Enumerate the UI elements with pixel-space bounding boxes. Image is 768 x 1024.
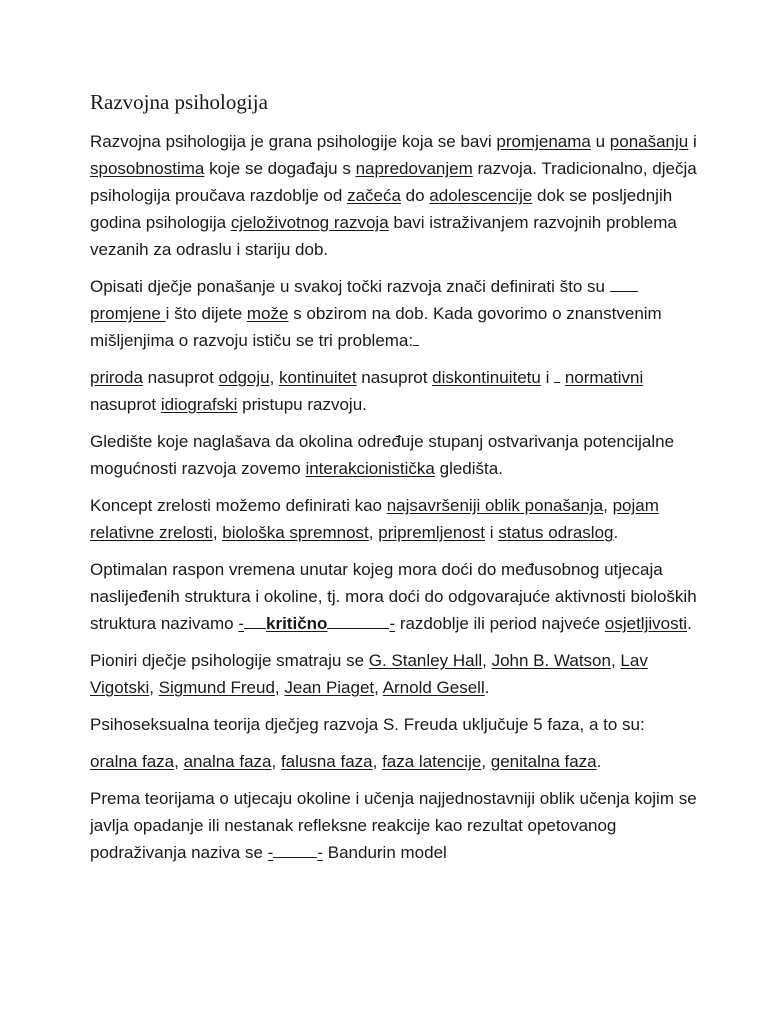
text: , xyxy=(603,496,613,515)
underlined-term: adolescencije xyxy=(429,186,533,205)
paragraph-interactionist xyxy=(90,428,700,482)
text: i xyxy=(484,523,499,542)
underlined-term: interakcionistička xyxy=(305,459,435,478)
paragraph-three-problems xyxy=(90,364,700,418)
text: , xyxy=(149,678,159,697)
fill-blank xyxy=(327,611,389,629)
text: , xyxy=(372,752,383,771)
text: , xyxy=(610,651,621,670)
underlined-term: osjetljivosti xyxy=(604,614,688,633)
underlined-term: cjeloživotnog razvoja xyxy=(230,213,389,232)
text: do xyxy=(400,186,430,205)
underlined-term: Lav Vigotski xyxy=(90,651,648,697)
paragraph-definition xyxy=(90,128,700,263)
text: nasuprot xyxy=(142,368,219,387)
underlined-term: genitalna faza xyxy=(490,752,597,771)
underlined-term: odgoju xyxy=(218,368,270,387)
text: . xyxy=(687,614,692,633)
underlined-term: napredovanjem xyxy=(355,159,473,178)
underlined-term: biološka spremnost xyxy=(222,523,369,542)
underlined-term: pojam relativne zrelosti xyxy=(90,496,659,542)
underlined-answer: kritično xyxy=(266,614,328,633)
text: i xyxy=(688,132,697,151)
underlined-term: oralna faza xyxy=(90,752,175,771)
text: nasuprot xyxy=(356,368,433,387)
underlined-dash: - xyxy=(267,843,274,862)
text: , xyxy=(481,752,491,771)
text: pristupu razvoju. xyxy=(237,395,367,414)
text: Opisati dječje ponašanje u svakoj točki razvoja znači definirati što su xyxy=(90,277,610,296)
text: dok se posljednjih godina psihologija xyxy=(90,186,673,232)
fill-blank xyxy=(610,274,638,292)
text: . xyxy=(596,752,602,771)
underlined-term: promjene xyxy=(90,304,166,323)
text: , xyxy=(212,523,223,542)
text: nasuprot xyxy=(90,395,161,414)
underlined-term: kontinuitet xyxy=(279,368,357,387)
text: i xyxy=(540,368,555,387)
text: bavi istraživanjem razvojnih problema vezanih za odraslu i stariju dob. xyxy=(90,213,677,259)
text: i što dijete xyxy=(165,304,247,323)
paragraph-critical-period xyxy=(90,556,700,637)
document-page xyxy=(90,88,700,876)
text: . xyxy=(484,678,490,697)
underlined-dash: - xyxy=(389,614,396,633)
underlined-term: ponašanju xyxy=(609,132,689,151)
underlined-term: falusna faza xyxy=(280,752,373,771)
paragraph-maturity xyxy=(90,492,700,546)
text: Bandurin model xyxy=(323,843,447,862)
fill-blank xyxy=(244,611,266,629)
underlined-term: status odraslog xyxy=(498,523,614,542)
text: s obzirom na dob. Kada govorimo o znanstvenim mišljenjima o razvoju ističu se tri problema: xyxy=(90,304,662,350)
fill-blank xyxy=(273,840,317,858)
text: gledišta. xyxy=(434,459,503,478)
text: Razvojna psihologija je grana psihologije koja se bavi xyxy=(90,132,497,151)
text: Psihoseksualna teorija dječjeg razvoja S. Freuda uključuje 5 faza, a to su: xyxy=(90,715,645,734)
underlined-term: pripremljenost xyxy=(378,523,485,542)
underlined-term: Arnold Gesell xyxy=(382,678,485,697)
underlined-term: najsavršeniji oblik ponašanja xyxy=(386,496,604,515)
text: . xyxy=(613,523,619,542)
text: razdoblje ili period najveće xyxy=(395,614,605,633)
paragraph-describing-behavior xyxy=(90,273,700,354)
underlined-term: promjenama xyxy=(496,132,591,151)
text: , xyxy=(269,368,280,387)
text: , xyxy=(368,523,379,542)
text: Pioniri dječje psihologije smatraju se xyxy=(90,651,369,670)
document-title: Razvojna psihologija xyxy=(90,90,268,114)
text: , xyxy=(174,752,184,771)
text: Koncept zrelosti možemo definirati kao xyxy=(90,496,387,515)
text: Optimalan raspon vremena unutar kojeg mora doći do međusobnog utjecaja naslijeđenih struktura i okoline, tj. mora doći do odgovarajuće aktivnosti bioloških struktura nazivamo xyxy=(90,560,697,633)
paragraph-phases xyxy=(90,748,700,775)
underlined-term: diskontinuitetu xyxy=(432,368,541,387)
text: koje se događaju s xyxy=(204,159,356,178)
paragraph-learning xyxy=(90,785,700,866)
text: Gledište koje naglašava da okolina određuje stupanj ostvarivanja potencijalne mogućnosti razvoja zovemo xyxy=(90,432,675,478)
text: u xyxy=(590,132,610,151)
text: razvoja. Tradicionalno, dječja psihologija proučava razdoblje od xyxy=(90,159,697,205)
underlined-term: analna faza xyxy=(183,752,272,771)
text: , xyxy=(482,651,492,670)
text: , xyxy=(274,678,285,697)
text: , xyxy=(374,678,383,697)
fill-blank xyxy=(413,328,419,346)
underlined-term: priroda xyxy=(90,368,143,387)
underlined-term: faza latencije xyxy=(382,752,482,771)
underlined-term: sposobnostima xyxy=(90,159,205,178)
underlined-term: G. Stanley Hall xyxy=(368,651,483,670)
underlined-term: može xyxy=(246,304,289,323)
text: Prema teorijama o utjecaju okoline i učenja najjednostavniji oblik učenja kojim se javlja opadanje ili nestanak refleksne reakcije kao rezultat opetovanog podraživanja naziva se xyxy=(90,789,697,862)
fill-blank xyxy=(554,365,560,383)
underlined-term: John B. Watson xyxy=(491,651,611,670)
text: , xyxy=(271,752,281,771)
paragraph-freud-theory xyxy=(90,711,700,738)
underlined-dash: - xyxy=(317,843,324,862)
underlined-term: idiografski xyxy=(160,395,238,414)
underlined-term: Jean Piaget xyxy=(284,678,375,697)
underlined-dash: - xyxy=(238,614,245,633)
paragraph-pioneers xyxy=(90,647,700,701)
underlined-term: Sigmund Freud xyxy=(158,678,275,697)
underlined-term: normativni xyxy=(564,368,644,387)
underlined-term: začeća xyxy=(347,186,401,205)
